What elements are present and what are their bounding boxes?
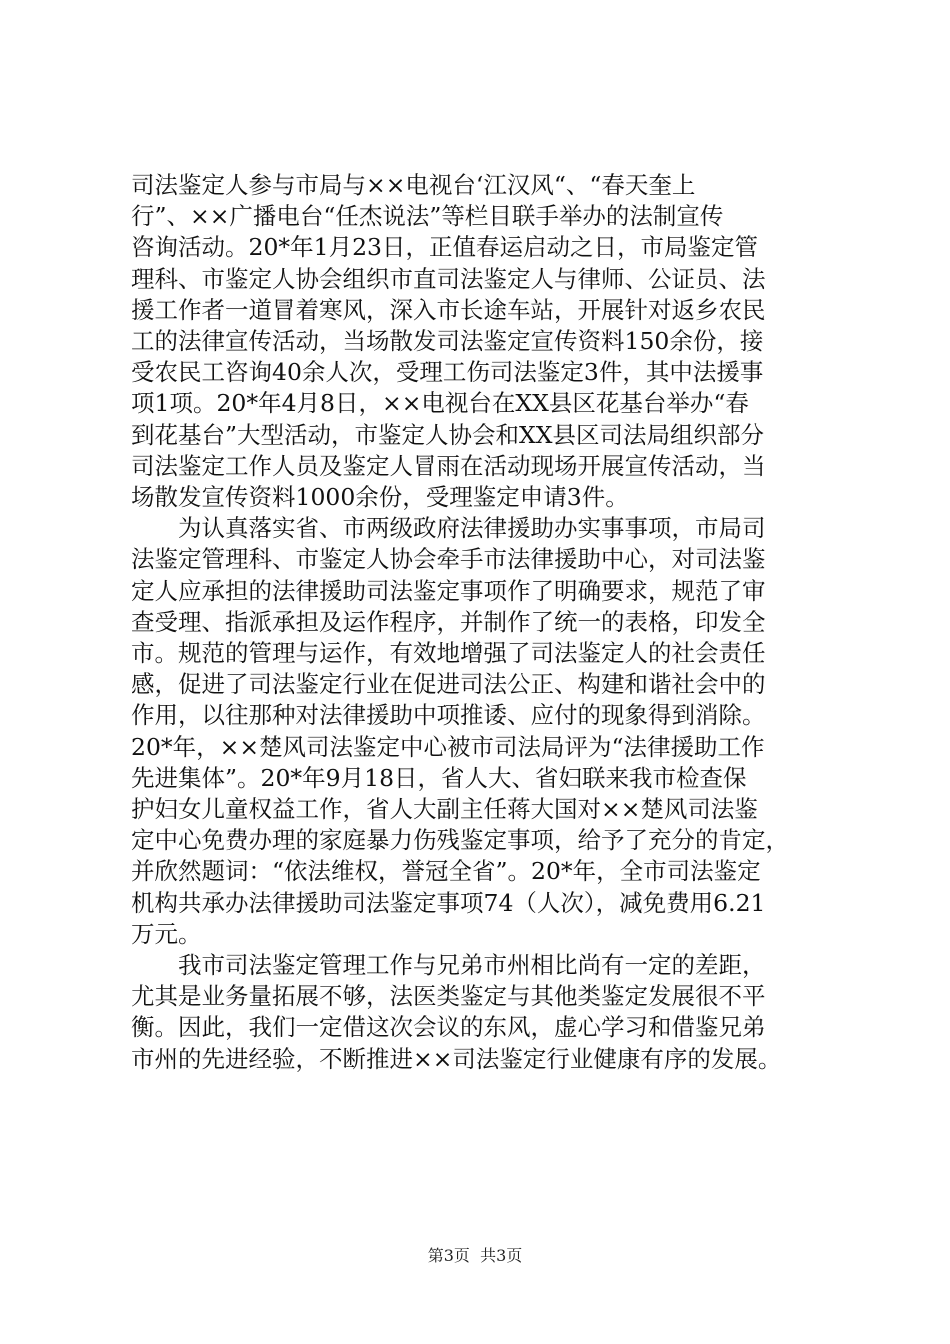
text-line: 援工作者一道冒着寒风，深入市长途车站，开展针对返乡农民 (131, 295, 766, 324)
text-line: 项1项。20*年4月8日，××电视台在XX县区花基台举办“春 (131, 389, 749, 418)
document-body (131, 170, 831, 1075)
text-line: 理科、市鉴定人协会组织市直司法鉴定人与律师、公证员、法 (131, 264, 766, 293)
text-line: 20*年，××楚风司法鉴定中心被市司法局评为“法律援助工作 (131, 732, 765, 761)
text-line: 受农民工咨询40余人次，受理工伤司法鉴定3件，其中法援事 (131, 358, 764, 387)
text-line: 市。规范的管理与运作，有效地增强了司法鉴定人的社会责任 (131, 639, 766, 668)
text-line: 市州的先进经验，不断推进××司法鉴定行业健康有序的发展。 (131, 1044, 782, 1073)
text-line: 万元。 (131, 919, 202, 948)
text-line: 并欣然题词：“依法维权，誉冠全省”。20*年，全市司法鉴定 (131, 857, 761, 886)
text-line: 司法鉴定人参与市局与××电视台‘江汉风“、“春天奎上 (131, 171, 696, 199)
text-line: 衡。因此，我们一定借这次会议的东风，虚心学习和借鉴兄弟 (131, 1013, 766, 1042)
text-line: 法鉴定管理科、市鉴定人协会牵手市法律援助中心，对司法鉴 (131, 545, 766, 574)
text-line: 作用，以往那种对法律援助中项推诿、应付的现象得到消除。 (131, 701, 766, 730)
text-line: 感，促进了司法鉴定行业在促进司法公正、构建和谐社会中的 (131, 670, 766, 699)
text-line: 工的法律宣传活动，当场散发司法鉴定宣传资料150余份，接 (131, 327, 764, 356)
text-line: 我市司法鉴定管理工作与兄弟市州相比尚有一定的差距， (131, 951, 766, 980)
text-line: 定人应承担的法律援助司法鉴定事项作了明确要求，规范了审 (131, 576, 766, 605)
text-line: 到花基台”大型活动，市鉴定人协会和XX县区司法局组织部分 (131, 420, 764, 449)
text-line: 护妇女儿童权益工作，省人大副主任蒋大国对××楚风司法鉴 (131, 795, 758, 824)
text-line: 先进集体”。20*年9月18日，省人大、省妇联来我市检查保 (131, 763, 747, 792)
text-line: 机构共承办法律援助司法鉴定事项74（人次），减免费用6.21 (131, 888, 766, 917)
text-line: 为认真落实省、市两级政府法律援助办实事事项，市局司 (131, 514, 766, 543)
text-line: 定中心免费办理的家庭暴力伤残鉴定事项，给予了充分的肯定， (131, 826, 789, 855)
text-line: 司法鉴定工作人员及鉴定人冒雨在活动现场开展宣传活动，当 (131, 451, 766, 480)
text-line: 场散发宣传资料1000余份，受理鉴定申请3件。 (131, 483, 629, 512)
text-line: 行”、××广播电台“任杰说法”等栏目联手举办的法制宣传 (131, 202, 724, 231)
text-line: 查受理、指派承担及运作程序，并制作了统一的表格，印发全 (131, 607, 766, 636)
text-line: 尤其是业务量拓展不够，法医类鉴定与其他类鉴定发展很不平 (131, 982, 766, 1011)
text-line: 咨询活动。20*年1月23日，正值春运启动之日，市局鉴定管 (131, 233, 759, 262)
page-footer: 第3页 共3页 (427, 1246, 523, 1265)
